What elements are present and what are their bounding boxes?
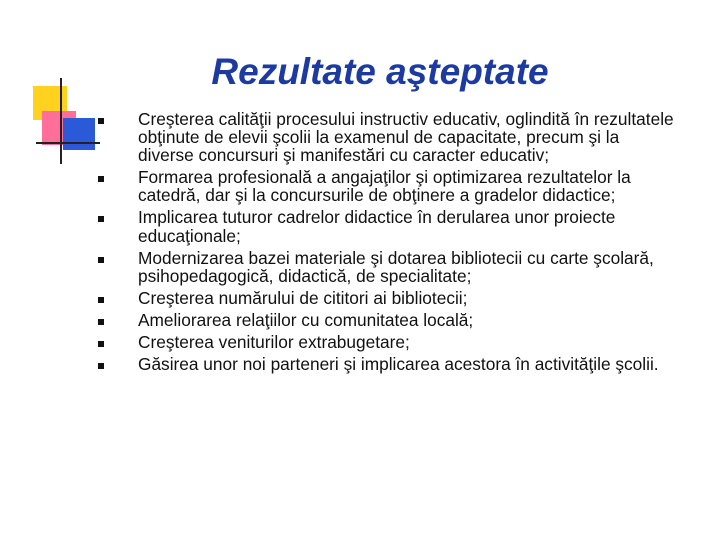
- list-item-text: Găsirea unor noi parteneri şi implicarea acestora în activităţile şcolii.: [138, 354, 659, 375]
- square-bullet-icon: [98, 363, 104, 369]
- list-item-text: Creşterea numărului de cititori ai bibliotecii;: [138, 287, 468, 308]
- square-bullet-icon: [98, 118, 104, 124]
- list-item: [94, 333, 674, 351]
- list-item: [94, 208, 674, 244]
- square-bullet-icon: [98, 341, 104, 347]
- bullet-list: [94, 110, 674, 377]
- list-item: [94, 311, 674, 329]
- logo-horizontal-line: [36, 142, 100, 144]
- list-item-text: Ameliorarea relaţiilor cu comunitatea locală;: [138, 309, 474, 330]
- logo-vertical-line: [60, 78, 62, 164]
- list-item-text: Formarea profesională a angajaţilor şi optimizarea rezultatelor la catedră, dar şi la concursurile de obţinere a gradelor didactice;: [138, 167, 631, 206]
- square-bullet-icon: [98, 297, 104, 303]
- list-item: [94, 355, 674, 373]
- list-item: [94, 168, 674, 204]
- square-bullet-icon: [98, 216, 104, 222]
- list-item-text: Implicarea tuturor cadrelor didactice în derularea unor proiecte educaţionale;: [138, 207, 616, 246]
- square-bullet-icon: [98, 257, 104, 263]
- list-item-text: Creşterea veniturilor extrabugetare;: [138, 332, 410, 353]
- slide-title: Rezultate aşteptate: [211, 51, 549, 92]
- list-item-text: Creşterea calităţii procesului instructiv educativ, oglindită în rezultatele obţinute de elevii şcolii la examenul de capacitate, precum şi la diverse concursuri şi manifestări cu caracter educativ;: [138, 109, 674, 166]
- logo-blue-square: [63, 118, 95, 150]
- list-item: [94, 249, 674, 285]
- list-item: [94, 110, 674, 164]
- square-bullet-icon: [98, 319, 104, 325]
- list-item: [94, 289, 674, 307]
- list-item-text: Modernizarea bazei materiale şi dotarea bibliotecii cu carte şcolară, psihopedagogică, didactică, de specialitate;: [138, 247, 654, 286]
- square-bullet-icon: [98, 176, 104, 182]
